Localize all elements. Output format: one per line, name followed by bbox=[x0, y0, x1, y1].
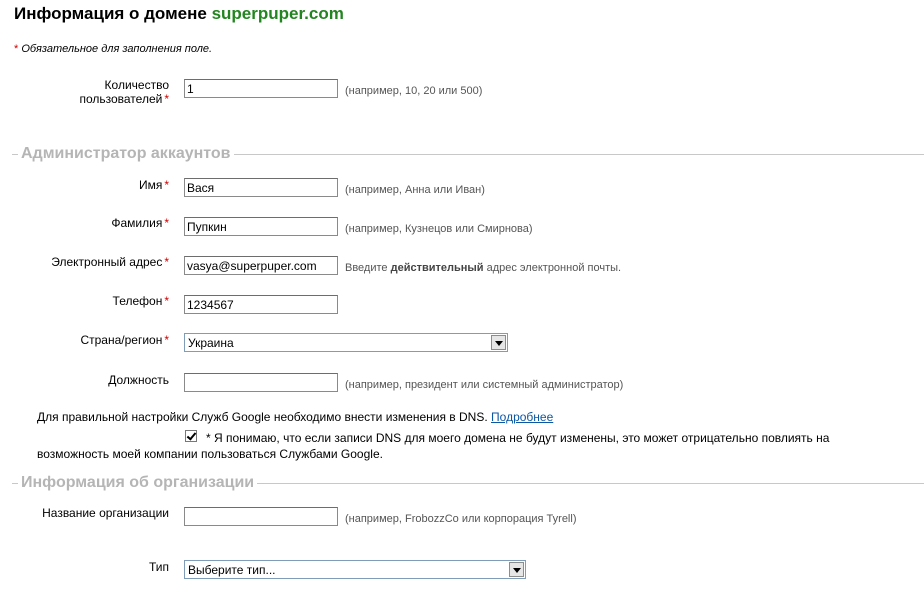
position-label-text: Должность bbox=[108, 373, 169, 387]
users-count-label bbox=[13, 78, 169, 106]
chevron-down-icon[interactable] bbox=[491, 335, 506, 350]
page-title bbox=[14, 4, 344, 24]
email-input[interactable] bbox=[184, 256, 338, 275]
phone-label bbox=[13, 294, 169, 308]
first-name-label bbox=[13, 178, 169, 192]
required-note-text: Обязательное для заполнения поле. bbox=[21, 43, 213, 55]
country-label bbox=[13, 333, 169, 347]
admin-section-title: Администратор аккаунтов bbox=[18, 145, 234, 163]
last-name-hint: (например, Кузнецов или Смирнова) bbox=[345, 223, 533, 235]
required-star: * bbox=[164, 294, 169, 308]
country-label-text: Страна/регион bbox=[80, 333, 163, 347]
required-star: * bbox=[164, 92, 169, 106]
required-star: * bbox=[164, 178, 169, 192]
org-name-input[interactable] bbox=[184, 507, 338, 526]
org-section-title: Информация об организации bbox=[18, 474, 257, 492]
email-label bbox=[13, 255, 169, 269]
required-star: * bbox=[164, 333, 169, 347]
org-name-hint: (например, FrobozzCo или корпорация Tyrell) bbox=[345, 513, 577, 525]
admin-section-header bbox=[12, 145, 924, 163]
required-star: * bbox=[164, 255, 169, 269]
country-select[interactable] bbox=[184, 333, 508, 352]
required-star: * bbox=[164, 216, 169, 230]
first-name-hint: (например, Анна или Иван) bbox=[345, 184, 485, 196]
users-count-hint: (например, 10, 20 или 500) bbox=[345, 85, 483, 97]
phone-label-text: Телефон bbox=[112, 294, 163, 308]
org-name-label bbox=[13, 506, 169, 520]
org-type-select-value: Выберите тип... bbox=[188, 563, 276, 577]
email-label-text: Электронный адрес bbox=[51, 255, 163, 269]
users-count-label-text: Количество пользователей bbox=[79, 78, 169, 106]
email-hint bbox=[345, 262, 621, 274]
last-name-label-text: Фамилия bbox=[111, 216, 163, 230]
org-type-label bbox=[13, 560, 169, 574]
domain-name: superpuper.com bbox=[211, 4, 344, 23]
org-name-label-text: Название организации bbox=[42, 506, 169, 520]
last-name-input[interactable] bbox=[184, 217, 338, 236]
position-label bbox=[13, 373, 169, 387]
dns-agree-text: * Я понимаю, что если записи DNS для моего домена не будут изменены, это может отрицательно повлиять на возможность моей компании пользоваться Службами Google. bbox=[37, 431, 830, 461]
first-name-input[interactable] bbox=[184, 178, 338, 197]
dns-note-text: Для правильной настройки Служб Google необходимо внести изменения в DNS. bbox=[37, 410, 488, 424]
first-name-label-text: Имя bbox=[138, 178, 163, 192]
required-star: * bbox=[14, 43, 19, 55]
dns-note bbox=[37, 410, 553, 424]
phone-input[interactable] bbox=[184, 295, 338, 314]
chevron-down-icon[interactable] bbox=[509, 562, 524, 577]
country-select-value: Украина bbox=[188, 336, 234, 350]
position-input[interactable] bbox=[184, 373, 338, 392]
email-hint-pre: Введите bbox=[345, 262, 388, 274]
dns-more-link[interactable]: Подробнее bbox=[491, 410, 554, 424]
org-type-label-text: Тип bbox=[148, 560, 169, 574]
org-section-header bbox=[12, 474, 924, 492]
email-hint-post: адрес электронной почты. bbox=[486, 262, 622, 274]
last-name-label bbox=[13, 216, 169, 230]
position-hint: (например, президент или системный администратор) bbox=[345, 379, 624, 391]
org-type-select[interactable] bbox=[184, 560, 526, 579]
required-note bbox=[14, 43, 212, 55]
email-hint-bold: действительный bbox=[390, 262, 484, 274]
users-count-input[interactable] bbox=[184, 79, 338, 98]
page-title-prefix: Информация о домене bbox=[14, 4, 207, 23]
